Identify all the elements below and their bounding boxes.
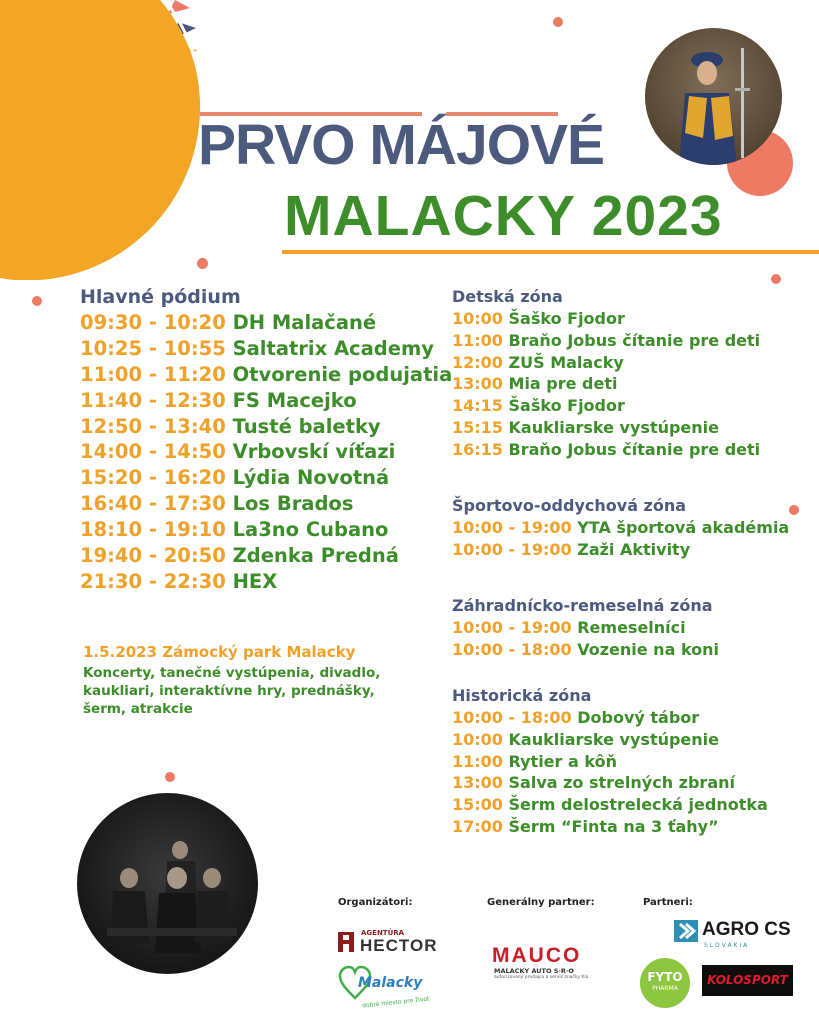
- decor-dot: [789, 505, 799, 515]
- list-item: [452, 707, 768, 729]
- item-name: Zaži Aktivity: [577, 539, 691, 559]
- list-item: [452, 539, 789, 561]
- knight-figure: [645, 28, 782, 165]
- item-name: Dobový tábor: [577, 708, 700, 727]
- item-time: 15:20 - 16:20: [80, 466, 226, 490]
- item-time: 15:15: [452, 417, 503, 437]
- zone-heading-history: Historická zóna: [452, 686, 592, 705]
- list-item: [80, 414, 452, 440]
- zone-list-sport: [452, 517, 789, 561]
- band-photo: [77, 793, 258, 974]
- list-item: [80, 517, 452, 543]
- list-item: [452, 330, 760, 352]
- list-item: [452, 794, 768, 816]
- mauco-sub2-text: autorizovaný predajca a servis značky Kia: [494, 975, 589, 980]
- item-name: Vozenie na koni: [577, 639, 720, 659]
- item-time: 12:00: [452, 352, 503, 372]
- main-stage-heading: Hlavné pódium: [80, 286, 241, 308]
- agro-sub-text: S L O V A K I A: [704, 942, 748, 949]
- item-name: Los Brados: [232, 492, 354, 516]
- decor-dot: [197, 258, 208, 269]
- item-name: Saltatrix Academy: [232, 336, 434, 360]
- title-line-1: PRVO MÁJOVÉ: [198, 113, 605, 177]
- decor-dot: [32, 296, 42, 306]
- hector-big-text: HECTOR: [360, 936, 438, 955]
- item-name: Šerm “Finta na 3 ťahy”: [508, 816, 719, 836]
- item-time: 10:00 - 19:00: [452, 518, 572, 537]
- item-time: 11:00: [452, 330, 503, 350]
- item-name: Remeselníci: [577, 618, 686, 637]
- event-date-place: 1.5.2023 Zámocký park Malacky: [83, 643, 356, 661]
- list-item: [452, 417, 760, 439]
- hector-logo[interactable]: [337, 929, 457, 957]
- item-time: 13:00: [452, 374, 503, 394]
- item-name: Mia pre deti: [508, 374, 618, 394]
- general-partner-label: Generálny partner:: [487, 897, 595, 908]
- organizers-label: Organizátori:: [338, 897, 413, 908]
- item-time: 17:00: [452, 816, 503, 836]
- list-item: [452, 517, 789, 539]
- item-name: YTA športová akadémia: [577, 518, 790, 537]
- knight-photo: [645, 28, 782, 165]
- item-name: La3no Cubano: [232, 518, 389, 542]
- item-time: 15:00: [452, 795, 503, 815]
- sun-disc: [0, 0, 200, 280]
- list-item: [80, 543, 452, 569]
- item-time: 16:15: [452, 439, 503, 459]
- list-item: [80, 310, 452, 336]
- item-name: Salva zo strelných zbraní: [508, 773, 735, 793]
- item-time: 10:00: [452, 729, 503, 749]
- item-name: Vrbovskí víťazi: [232, 440, 396, 464]
- list-item: [452, 439, 760, 461]
- item-name: Lýdia Novotná: [232, 466, 390, 490]
- list-item: [452, 772, 768, 794]
- sun-decoration: [0, 0, 200, 280]
- malacky-tagline: dobré miesto pre život: [361, 995, 430, 1010]
- item-name: Šaško Fjodor: [508, 396, 625, 416]
- item-time: 11:40 - 12:30: [80, 388, 226, 412]
- agro-mark-icon: [674, 920, 698, 942]
- decor-dot: [553, 17, 563, 27]
- decor-dot: [165, 772, 175, 782]
- list-item: [452, 308, 760, 330]
- item-time: 14:15: [452, 396, 503, 416]
- zone-list-history: [452, 707, 768, 838]
- list-item: [80, 465, 452, 491]
- item-name: DH Malačané: [232, 311, 377, 334]
- zone-heading-kids: Detská zóna: [452, 287, 563, 306]
- item-time: 10:00 - 19:00: [452, 539, 572, 559]
- item-name: Braňo Jobus čítanie pre deti: [508, 439, 761, 459]
- item-time: 10:00 - 19:00: [452, 618, 572, 637]
- agro-cs-logo[interactable]: [674, 920, 799, 952]
- item-time: 19:40 - 20:50: [80, 544, 226, 568]
- malacky-logo[interactable]: [338, 965, 438, 1013]
- list-item: [80, 362, 452, 388]
- title-underline: [282, 250, 819, 254]
- item-time: 09:30 - 10:20: [80, 311, 226, 334]
- item-name: Zdenka Predná: [232, 544, 399, 568]
- item-name: Rytier a kôň: [508, 751, 617, 771]
- fyto-logo-text: FYTO: [647, 970, 683, 984]
- item-time: 11:00: [452, 751, 503, 771]
- item-name: Šerm delostrelecká jednotka: [508, 795, 768, 815]
- list-item: [452, 617, 719, 639]
- kolosport-logo-text: KOLOSPORT: [707, 973, 788, 987]
- hector-small-text: AGENTÚRA: [361, 929, 405, 937]
- list-item: [452, 639, 719, 661]
- item-time: 12:50 - 13:40: [80, 414, 226, 438]
- item-time: 21:30 - 22:30: [80, 569, 226, 593]
- list-item: [80, 388, 452, 414]
- list-item: [80, 569, 452, 595]
- item-name: FS Macejko: [232, 388, 357, 412]
- zone-heading-garden: Záhradnícko-remeselná zóna: [452, 596, 713, 615]
- item-name: Tusté baletky: [232, 414, 381, 438]
- mauco-logo[interactable]: [490, 944, 608, 984]
- partners-label: Partneri:: [643, 897, 693, 908]
- kolosport-logo[interactable]: [702, 965, 793, 996]
- title-line-2: MALACKY 2023: [284, 184, 723, 248]
- malacky-logo-text: Malacky: [358, 975, 423, 991]
- list-item: [452, 751, 768, 773]
- item-name: Otvorenie podujatia: [232, 362, 453, 386]
- list-item: [452, 729, 768, 751]
- list-item: [80, 439, 452, 465]
- item-time: 10:25 - 10:55: [80, 336, 226, 360]
- mauco-logo-text: MAUCO: [492, 944, 582, 967]
- hector-mark-icon: [337, 930, 357, 954]
- list-item: [452, 352, 760, 374]
- item-name: HEX: [232, 569, 278, 593]
- item-time: 10:00 - 18:00: [452, 639, 572, 659]
- decor-dot: [771, 274, 781, 284]
- item-name: Kaukliarske vystúpenie: [508, 729, 720, 749]
- fyto-pharma-logo[interactable]: [640, 958, 690, 1008]
- item-time: 13:00: [452, 773, 503, 793]
- list-item: [80, 491, 452, 517]
- zone-list-garden: [452, 617, 719, 661]
- item-name: Šaško Fjodor: [508, 309, 625, 328]
- item-time: 11:00 - 11:20: [80, 362, 226, 386]
- list-item: [452, 395, 760, 417]
- item-name: Braňo Jobus čítanie pre deti: [508, 330, 761, 350]
- item-time: 10:00: [452, 309, 503, 328]
- list-item: [80, 336, 452, 362]
- agro-logo-text: AGRO CS: [702, 919, 791, 940]
- band-figures: [77, 793, 258, 974]
- item-name: ZUŠ Malacky: [508, 352, 624, 372]
- zone-list-kids: [452, 308, 760, 461]
- list-item: [452, 373, 760, 395]
- event-description: Koncerty, tanečné vystúpenia, divadlo, kaukliari, interaktívne hry, prednášky, šerm, atrakcie: [83, 665, 381, 717]
- item-time: 18:10 - 19:10: [80, 518, 226, 542]
- zone-heading-sport: Športovo-oddychová zóna: [452, 496, 687, 515]
- item-time: 10:00 - 18:00: [452, 708, 572, 727]
- mauco-sub-text: MALACKY AUTO S·R·O: [494, 967, 574, 975]
- main-stage-list: [80, 310, 452, 595]
- list-item: [452, 816, 768, 838]
- item-time: 16:40 - 17:30: [80, 492, 226, 516]
- item-time: 14:00 - 14:50: [80, 440, 226, 464]
- item-name: Kaukliarske vystúpenie: [508, 417, 720, 437]
- fyto-sub-text: PHARMA: [652, 985, 678, 992]
